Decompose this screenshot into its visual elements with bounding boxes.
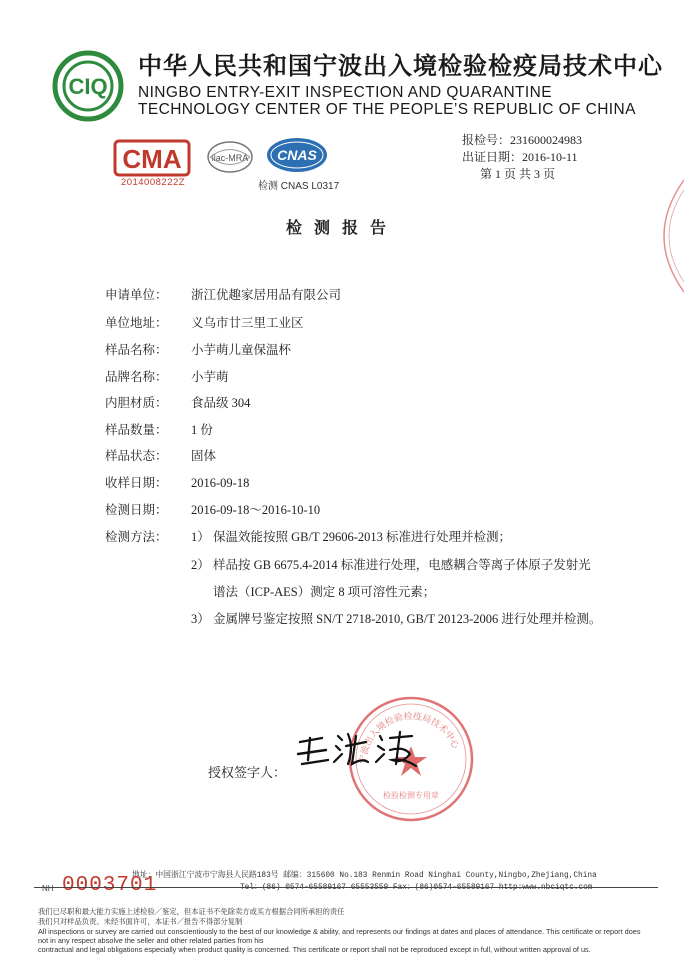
signatory-label: 授权签字人： — [208, 765, 287, 780]
field-value: 1 份 — [191, 423, 213, 437]
method-item-2-continued — [191, 582, 435, 600]
org-title-en-line1: NINGBO ENTRY-EXIT INSPECTION AND QUARANTINE — [138, 84, 552, 101]
ilac-text: ilac-MRA — [211, 153, 249, 163]
org-title-en-line2: TECHNOLOGY CENTER OF THE PEOPLE’S REPUBLIC OF CHINA — [138, 101, 636, 118]
stamp-text-bottom: 检验检测专用章 — [383, 791, 439, 800]
methods-label: 检测方法： — [105, 530, 168, 544]
disclaimer-cn-line2: 我们只对样品负责。未经书面许可，本证书／报告不得部分复制 — [38, 917, 243, 926]
field-row-test-date — [105, 500, 320, 518]
handwritten-signature — [292, 724, 422, 774]
method-text: 保温效能按照 GB/T 29606-2013 标准进行处理并检测； — [213, 530, 512, 544]
field-row-quantity — [105, 420, 213, 438]
stamp-text-top: 宁波出入境检验检疫局技术中心 — [358, 711, 461, 765]
method-text: 谱法（ICP-AES）测定 8 项可溶性元素； — [213, 585, 436, 599]
field-row-received-date — [105, 473, 249, 491]
field-row-address — [105, 313, 304, 331]
field-row-material — [105, 393, 250, 411]
field-value: 义乌市廿三里工业区 — [191, 316, 304, 330]
field-row-state — [105, 446, 216, 464]
cnas-text: CNAS — [277, 147, 317, 163]
field-label: 单位地址： — [105, 316, 168, 330]
field-label: 品牌名称： — [105, 370, 168, 384]
field-label: 样品名称： — [105, 343, 168, 357]
field-value: 小芋萌 — [191, 370, 229, 384]
serial-number: 0003701 — [62, 874, 158, 897]
ciq-logo — [52, 50, 124, 122]
field-row-brand — [105, 367, 229, 385]
field-label: 内胆材质： — [105, 396, 168, 410]
edge-seal-fragment — [640, 176, 684, 296]
field-value: 食品级 304 — [191, 396, 251, 410]
method-number: 1） — [191, 530, 210, 544]
cma-number: 2014008222Z — [120, 177, 186, 188]
method-text: 样品按 GB 6675.4-2014 标准进行处理，电感耦合等离子体原子发射光 — [213, 558, 591, 572]
method-item-2 — [191, 555, 591, 573]
cma-text: CMA — [122, 144, 182, 174]
field-label: 样品状态： — [105, 449, 168, 463]
org-title-cn: 中华人民共和国宁波出入境检验检疫局技术中心 — [138, 53, 663, 80]
field-label: 样品数量： — [105, 423, 168, 437]
report-number: 报检号：231600024983 — [462, 133, 583, 147]
field-value: 小芋萌儿童保温杯 — [191, 343, 292, 357]
method-text: 金属牌号鉴定按照 SN/T 2718-2010, GB/T 20123-2006 进行处理并检测。 — [213, 612, 602, 626]
document-title: 检测报告 — [285, 220, 398, 237]
field-row-sample-name — [105, 340, 291, 358]
field-value: 固体 — [191, 449, 217, 463]
footer-contact: Tel：(86) 0574-65589167 65553559 Fax：(86)0574-65589167 http:www.nbciqtc.com — [240, 884, 593, 892]
serial-prefix: NH — [42, 884, 54, 893]
method-item-1 — [191, 527, 511, 545]
footer-address: 地址：中国浙江宁波市宁海县人民路183号 邮编：315600 No.183 Renmin Road Ninghai County,Ningbo,Zhejiang,China — [132, 872, 597, 880]
field-row-applicant — [105, 285, 341, 303]
method-number: 3） — [191, 612, 210, 626]
field-value: 2016-09-18～2016-10-10 — [191, 503, 321, 517]
footer-divider — [34, 887, 658, 888]
method-item-3 — [191, 609, 601, 627]
method-number: 2） — [191, 558, 210, 572]
field-label: 检测日期： — [105, 503, 168, 517]
ilac-mra-mark — [200, 137, 260, 189]
field-value: 浙江优趣家居用品有限公司 — [191, 288, 342, 302]
issue-date: 出证日期：2016-10-11 — [462, 150, 578, 164]
disclaimer-en-line2: contractual and legal obligations especially when product quality is concerned. This certificate or report shall not be reproduced except in full, without written approval of us. — [38, 945, 591, 954]
disclaimer-en-line1: All inspections or survey are carried out conscientiously to the best of our knowledge & ability, and represents our findings at dates and places of attendance. This certificate or report does not in any respect absolve the seller and other related parties from his — [38, 927, 641, 945]
field-value: 2016-09-18 — [191, 476, 250, 490]
disclaimer-cn-line1: 我们已尽职和最大能力实施上述检验／鉴定，但本证书不免除卖方或买方根据合同所承担的责任 — [38, 907, 345, 916]
page-indicator: 第 1 页 共 3 页 — [480, 167, 556, 181]
field-label: 收样日期： — [105, 476, 168, 490]
field-label: 申请单位： — [105, 288, 168, 302]
cnas-number: 检测 CNAS L0317 — [258, 181, 340, 192]
logo-text: CIQ — [68, 74, 108, 99]
